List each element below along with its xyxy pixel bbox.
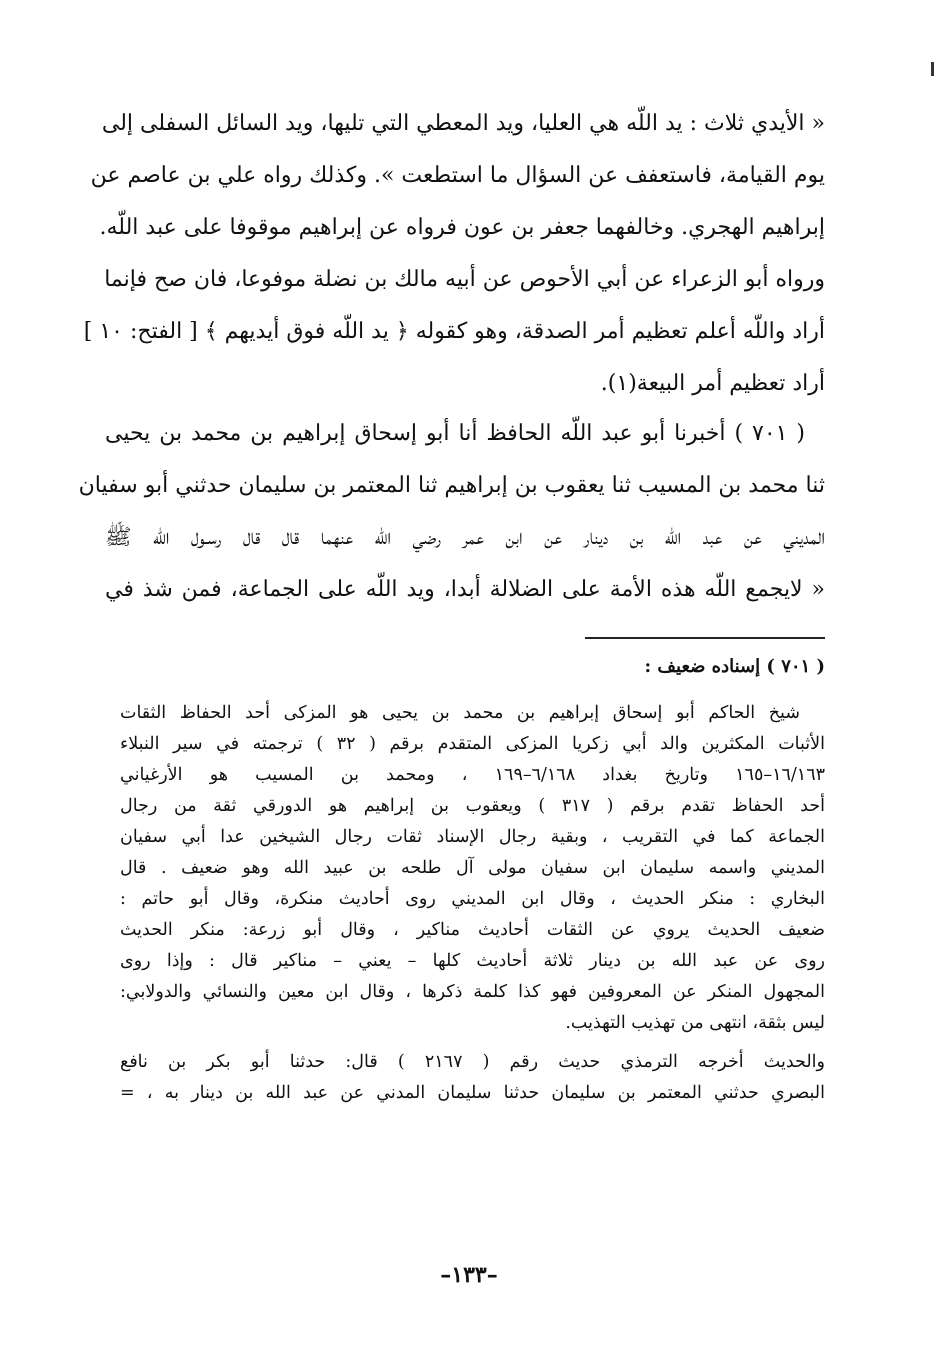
- main-text-paragraph-2: [78, 408, 825, 616]
- footnote-text: [120, 698, 825, 1109]
- text-line: المديني عن عبد اللّه بن دينار عن ابن عمر رضي اللّه عنهما قال قال رسـول اللّه ﷺ: [105, 525, 825, 550]
- text-line: أراد واللّه أعلم تعظيم أمر الصدقة، وهو كقوله ﴿ يد اللّه فوق أيديهم ﴾ [ الفتح: ١٠ ]: [83, 319, 825, 344]
- footnote-line: شيخ الحاكم أبو إسحاق إبراهيم بن محمد بن يحيى هو المزكى أحد الحفاظ الثقات: [120, 703, 800, 723]
- footnote-line: المديني واسمه سليمان ابن سفيان مولى آل طلحه بن عبيد الله وهو ضعيف . قال: [120, 858, 825, 878]
- footnote-line: الجماعة كما في التقريب ، وبقية رجال الإسناد ثقات رجال الشيخين عدا أبي سفيان: [120, 827, 825, 847]
- footnote-line: البصري حدثني المعتمر بن سليمان حدثنا سليمان المدني عن عبد الله بن دينار به ، =: [120, 1083, 825, 1103]
- footnote-line: روى عن عبد الله بن دينار ثلاثة أحاديث كلها – يعني – مناكير قال : وإذا روى: [120, 951, 825, 971]
- footnote-separator: [585, 637, 825, 639]
- footnote-line: ضعيف الحديث يروي عن الثقات أحاديث مناكير ، وقال أبو زرعة: منكر الحديث: [120, 920, 825, 940]
- footnote-line: ١٦/١٦٣–١٦٥ وتاريخ بغداد ٦/١٦٨–١٦٩ ، ومحمد بن المسيب هو الأرغياني: [120, 765, 825, 785]
- text-line: ورواه أبو الزعراء عن أبي الأحوص عن أبيه مالك بن نضلة موفوعا، فان صح فإنما: [104, 267, 825, 292]
- text-line: أراد تعظيم أمر البيعة(١).: [600, 371, 825, 396]
- text-line: « لايجمع اللّه هذه الأمة على الضلالة أبدا، ويد اللّه على الجماعة، فمن شذ في: [105, 577, 825, 602]
- main-text-paragraph-1: [83, 98, 825, 410]
- text-line: إبراهيم الهجري. وخالفهما جعفر بن عون فرواه عن إبراهيم موقوفا على عبد اللّه.: [99, 215, 825, 240]
- text-line: ( ٧٠١ ) أخبرنا أبو عبد اللّه الحافظ أنا أبو إسحاق إبراهيم بن محمد بن يحيى: [105, 421, 805, 446]
- page-number: –١٣٣–: [440, 1262, 498, 1288]
- footnote-line: أحد الحفاظ تقدم برقم ( ٣١٧ ) ويعقوب بن إبراهيم هو الدورقي ثقة من رجال: [120, 796, 825, 816]
- footnote-line: المجهول المنكر عن المعروفين فهو كذا كلمة ذكرها ، وقال ابن معين والنسائي والدولابي:: [120, 982, 825, 1002]
- text-line: « الأيدي ثلاث : يد اللّه هي العليا، ويد المعطي التي تليها، ويد السائل السفلى إلى: [101, 111, 825, 136]
- footnote-heading: ( ٧٠١ ) إسناده ضعيف :: [644, 656, 825, 677]
- footnote-line: ليس بثقة، انتهى من تهذيب التهذيب.: [565, 1013, 825, 1033]
- page-edge-mark: [931, 62, 934, 76]
- text-line: ثنا محمد بن المسيب ثنا يعقوب بن إبراهيم ثنا المعتمر بن سليمان حدثني أبو سفيان: [78, 473, 825, 498]
- footnote-line: والحديث أخرجه الترمذي حديث رقم ( ٢١٦٧ ) قال: حدثنا أبو بكر بن نافع: [120, 1052, 825, 1072]
- text-line: يوم القيامة، فاستعفف عن السؤال ما استطعت ». وكذلك رواه علي بن عاصم عن: [90, 163, 825, 188]
- footnote-line: الأثبات المكثرين والد أبي زكريا المزكى المتقدم برقم ( ٣٢ ) ترجمته في سير النبلاء: [120, 734, 825, 754]
- footnote-line: البخاري : منكر الحديث ، وقال ابن المديني روى أحاديث منكرة، وقال أبو حاتم :: [120, 889, 825, 909]
